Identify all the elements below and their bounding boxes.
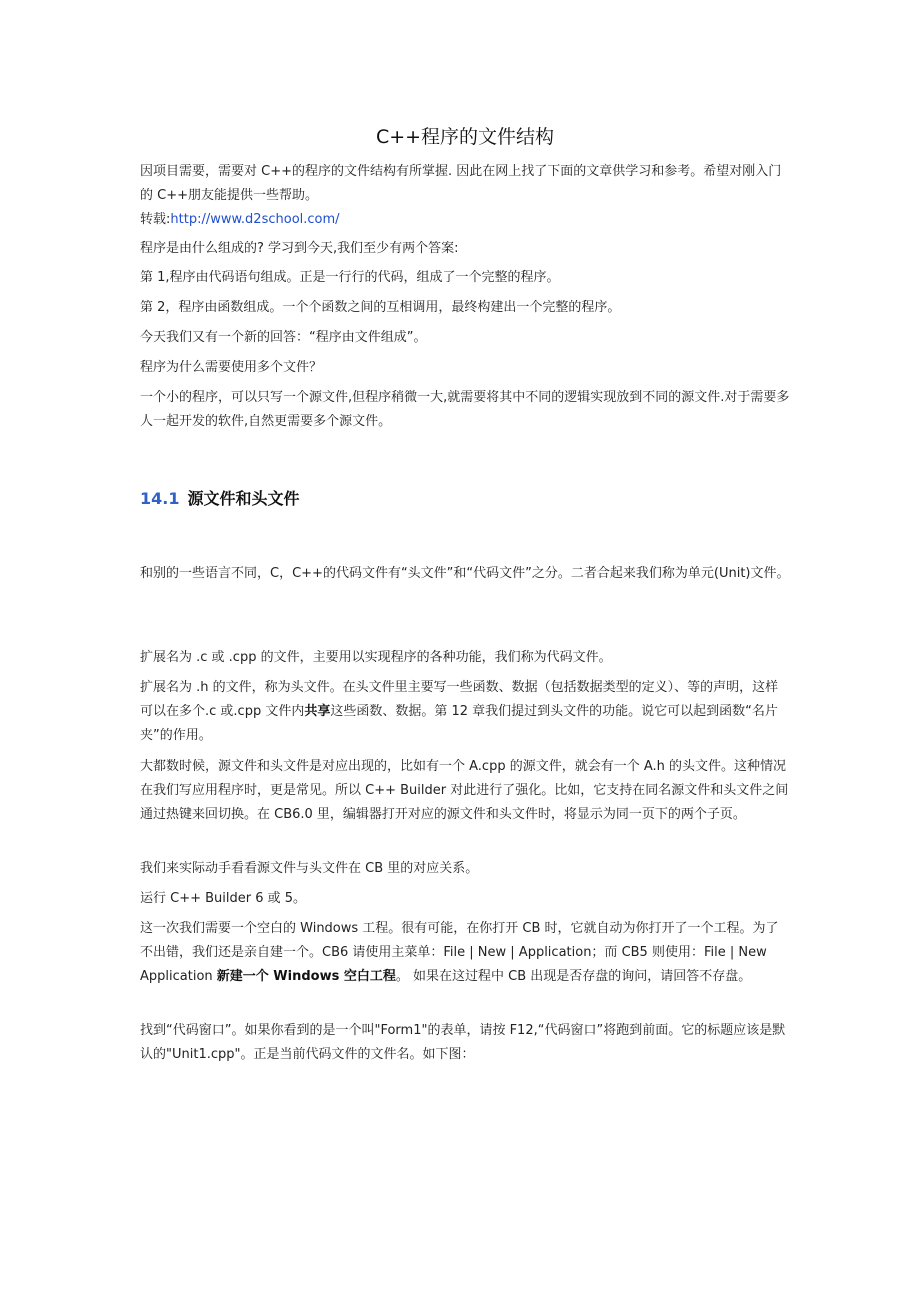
windows-text-before: 这一次我们需要一个空白的 Windows 工程。很有可能，在你打开 CB 时，它就自动为你打开了一个工程。为了不出错，我们还是亲自建一个。CB6 请使用主菜单：File | New | Application；而 CB5 则使用：File | New Application [140,921,779,984]
paragraph: 找到“代码窗口”。如果你看到的是一个叫"Form1"的表单，请按 F12,“代码窗口”将跑到前面。它的标题应该是默认的"Unit1.cpp"。正是当前代码文件的文件名。如下图： [140,1023,786,1062]
paragraph: 运行 C++ Builder 6 或 5。 [140,891,307,906]
paragraph: 程序是由什么组成的? 学习到今天,我们至少有两个答案: [140,241,459,256]
paragraph: 我们来实际动手看看源文件与头文件在 CB 里的对应关系。 [140,861,479,876]
paragraph: 大都数时候，源文件和头文件是对应出现的，比如有一个 A.cpp 的源文件，就会有一个 A.h 的头文件。这种情况在我们写应用程序时，更是常见。所以 C++ Builder 对此进行了强化。比如，它支持在同名源文件和头文件之间通过热键来回切换。在 CB6.0 里，编辑器打开对应的源文件和头文件时，将显示为同一页下的两个子页。 [140,759,789,822]
header-file-paragraph [140,676,790,748]
intro-text: 因项目需要，需要对 C++的程序的文件结构有所掌握. 因此在网上找了下面的文章供学习和参考。希望对刚入门的 C++朋友能提供一些帮助。 [140,164,782,203]
section-number: 14.1 [140,489,180,508]
section-heading [140,486,300,509]
header-text-bold: 共享 [304,704,331,719]
paragraph: 今天我们又有一个新的回答：“程序由文件组成”。 [140,330,427,345]
windows-text-bold: 新建一个 Windows 空白工程 [216,969,396,984]
paragraph: 和别的一些语言不同，C，C++的代码文件有“头文件”和“代码文件”之分。二者合起来我们称为单元(Unit)文件。 [140,566,790,581]
windows-project-paragraph [140,917,790,989]
header-text-before: 扩展名为 .h 的文件，称为头文件。在头文件里主要写一些函数、数据（包括数据类型的定义）、等的声明，这样可以在多个.c 或.cpp 文件内 [140,680,779,719]
paragraph: 第 1,程序由代码语句组成。正是一行行的代码，组成了一个完整的程序。 [140,270,560,285]
section-title: 源文件和头文件 [187,489,300,508]
paragraph: 第 2，程序由函数组成。一个个函数之间的互相调用，最终构建出一个完整的程序。 [140,300,621,315]
repost-link[interactable]: http://www.d2school.com/ [170,212,340,227]
paragraph: 一个小的程序，可以只写一个源文件,但程序稍微一大,就需要将其中不同的逻辑实现放到不同的源文件.对于需要多人一起开发的软件,自然更需要多个源文件。 [140,390,790,429]
repost-label: 转载: [140,212,171,227]
page-title: C++程序的文件结构 [375,126,555,148]
intro-paragraph [140,160,790,232]
windows-text-after: 。 如果在这过程中 CB 出现是否存盘的询问，请回答不存盘。 [395,969,752,984]
header-text-after: 这些函数、数据。第 12 章我们提过到头文件的功能。说它可以起到函数“名片夹”的作用。 [140,704,778,743]
paragraph: 程序为什么需要使用多个文件？ [140,360,323,375]
paragraph: 扩展名为 .c 或 .cpp 的文件，主要用以实现程序的各种功能，我们称为代码文件。 [140,650,612,665]
